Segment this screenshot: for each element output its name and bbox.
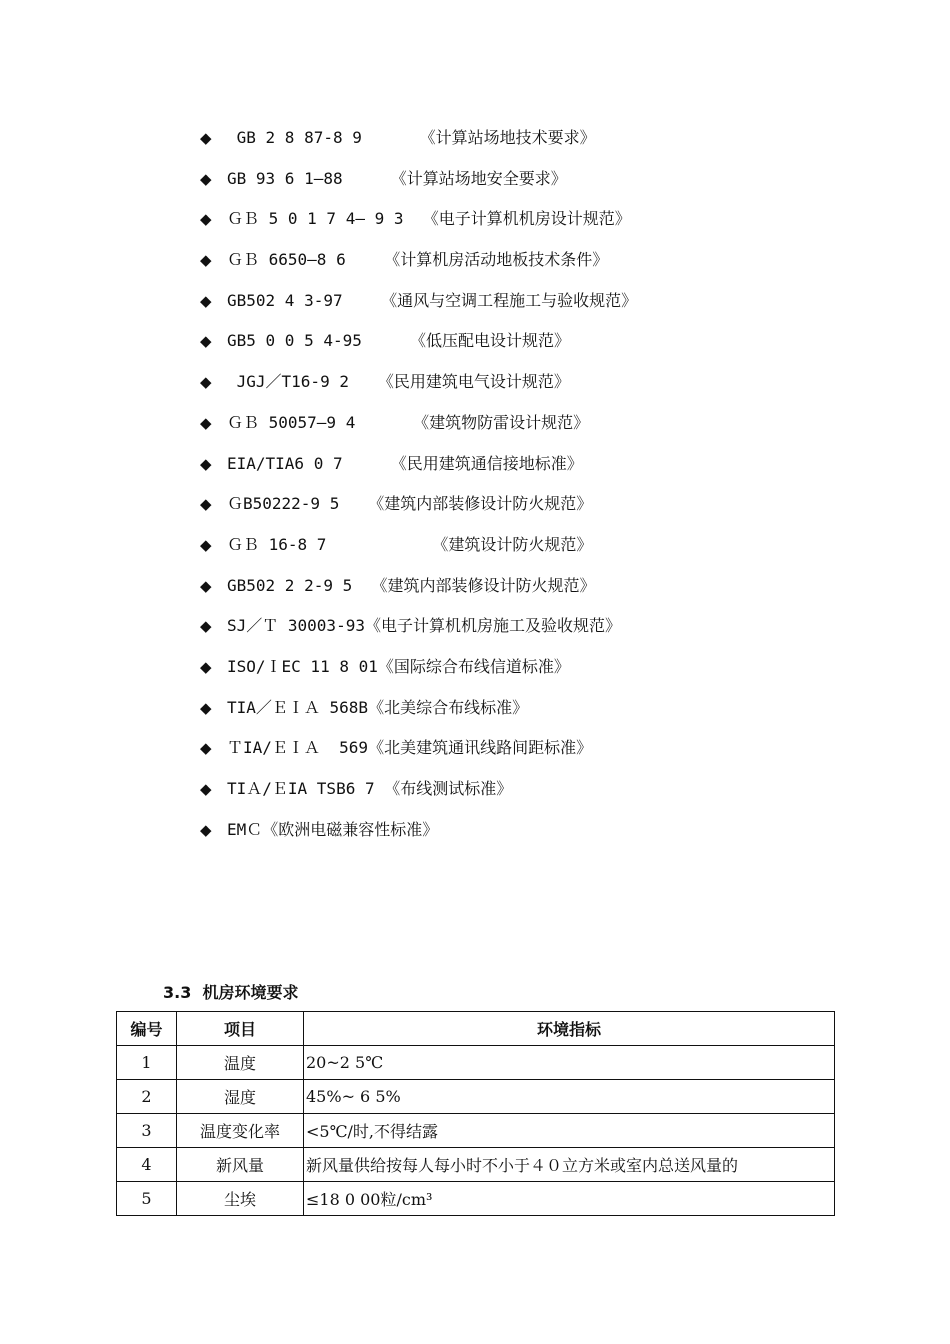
list-item bbox=[200, 199, 637, 240]
cell-number: 3 bbox=[117, 1114, 177, 1148]
standard-text: ＧＢ 5 0 1 7 4— 9 3 《电子计算机机房设计规范》 bbox=[227, 209, 631, 229]
diamond-bullet-icon: ◆ bbox=[200, 129, 212, 147]
cell-item: 新风量 bbox=[177, 1148, 304, 1182]
standard-text: ISO/ＩEC 11 8 01《国际综合布线信道标准》 bbox=[227, 656, 570, 676]
list-item bbox=[200, 118, 637, 159]
standard-text: EIA/TIA6 0 7 《民用建筑通信接地标准》 bbox=[227, 453, 583, 473]
header-number: 编号 bbox=[117, 1012, 177, 1046]
list-item bbox=[200, 688, 637, 729]
diamond-bullet-icon: ◆ bbox=[200, 535, 212, 554]
standard-text: GB 93 6 1—88 《计算站场地安全要求》 bbox=[227, 168, 567, 188]
cell-item: 温度变化率 bbox=[177, 1114, 304, 1148]
diamond-bullet-icon: ◆ bbox=[200, 617, 212, 636]
list-item bbox=[200, 728, 637, 769]
cell-number: 1 bbox=[117, 1046, 177, 1080]
table-row bbox=[117, 1080, 835, 1114]
list-item bbox=[200, 403, 637, 444]
list-item bbox=[200, 484, 637, 525]
diamond-bullet-icon: ◆ bbox=[200, 251, 212, 270]
header-item: 项目 bbox=[177, 1012, 304, 1046]
diamond-bullet-icon: ◆ bbox=[200, 739, 212, 758]
cell-number: 4 bbox=[117, 1148, 177, 1182]
diamond-bullet-icon: ◆ bbox=[200, 780, 212, 798]
list-item bbox=[200, 769, 637, 810]
standard-text: ＧＢ 16-8 7 《建筑设计防火规范》 bbox=[227, 534, 593, 554]
standard-text: EMＣ《欧洲电磁兼容性标准》 bbox=[227, 819, 439, 839]
list-item bbox=[200, 647, 637, 688]
diamond-bullet-icon: ◆ bbox=[200, 373, 212, 392]
list-item bbox=[200, 606, 637, 647]
diamond-bullet-icon: ◆ bbox=[200, 698, 212, 717]
cell-number: 5 bbox=[117, 1182, 177, 1216]
list-item bbox=[200, 240, 637, 281]
standards-list bbox=[200, 118, 637, 850]
section-heading: 3.3 机房环境要求 bbox=[163, 983, 299, 1002]
standard-text: ＧB50222-9 5 《建筑内部装修设计防火规范》 bbox=[227, 494, 593, 514]
diamond-bullet-icon: ◆ bbox=[200, 210, 212, 229]
diamond-bullet-icon: ◆ bbox=[200, 413, 212, 432]
cell-item: 湿度 bbox=[177, 1080, 304, 1114]
standard-text: GB502 2 2-9 5 《建筑内部装修设计防火规范》 bbox=[227, 575, 596, 595]
diamond-bullet-icon: ◆ bbox=[200, 291, 212, 310]
list-item bbox=[200, 566, 637, 607]
standard-text: SJ／Ｔ 30003-93《电子计算机机房施工及验收规范》 bbox=[227, 616, 621, 636]
table-row bbox=[117, 1114, 835, 1148]
list-item bbox=[200, 810, 637, 851]
standard-text: GB 2 8 87-8 9 《计算站场地技术要求》 bbox=[227, 128, 596, 147]
list-item bbox=[200, 159, 637, 200]
table-row bbox=[117, 1148, 835, 1182]
standard-text: TIＡ/ＥIA TSB6 7 《布线测试标准》 bbox=[227, 779, 513, 798]
standard-text: ＴIA/ＥＩＡ 569《北美建筑通讯线路间距标准》 bbox=[227, 738, 593, 758]
list-item bbox=[200, 444, 637, 485]
cell-indicator: 45%~ 6 5% bbox=[304, 1080, 835, 1114]
cell-item: 尘埃 bbox=[177, 1182, 304, 1216]
diamond-bullet-icon: ◆ bbox=[200, 332, 212, 351]
list-item bbox=[200, 362, 637, 403]
list-item bbox=[200, 281, 637, 322]
cell-number: 2 bbox=[117, 1080, 177, 1114]
table-row bbox=[117, 1182, 835, 1216]
diamond-bullet-icon: ◆ bbox=[200, 576, 212, 595]
cell-item: 温度 bbox=[177, 1046, 304, 1080]
diamond-bullet-icon: ◆ bbox=[200, 169, 212, 188]
table-header-row bbox=[117, 1012, 835, 1046]
standard-text: GB502 4 3-97 《通风与空调工程施工与验收规范》 bbox=[227, 290, 638, 310]
standard-text: ＧＢ 50057—9 4 《建筑物防雷设计规范》 bbox=[227, 412, 590, 432]
environment-requirements-table bbox=[116, 1011, 835, 1216]
header-indicator: 环境指标 bbox=[304, 1012, 835, 1046]
diamond-bullet-icon: ◆ bbox=[200, 454, 212, 473]
list-item bbox=[200, 525, 637, 566]
table-row bbox=[117, 1046, 835, 1080]
standard-text: GB5 0 0 5 4-95 《低压配电设计规范》 bbox=[227, 331, 571, 351]
standard-text: TIA／ＥＩＡ 568B《北美综合布线标准》 bbox=[227, 697, 529, 717]
list-item bbox=[200, 321, 637, 362]
cell-indicator: 20~2 5℃ bbox=[304, 1046, 835, 1080]
standard-text: ＧＢ 6650—8 6 《计算机房活动地板技术条件》 bbox=[227, 250, 609, 270]
cell-indicator: ≤18 0 00粒/cm³ bbox=[304, 1182, 835, 1216]
diamond-bullet-icon: ◆ bbox=[200, 820, 212, 839]
standard-text: JGJ／T16-9 2 《民用建筑电气设计规范》 bbox=[227, 372, 570, 392]
cell-indicator: <5℃/时,不得结露 bbox=[304, 1114, 835, 1148]
diamond-bullet-icon: ◆ bbox=[200, 657, 212, 676]
cell-indicator: 新风量供给按每人每小时不小于４０立方米或室内总送风量的 bbox=[304, 1148, 835, 1182]
diamond-bullet-icon: ◆ bbox=[200, 495, 212, 514]
